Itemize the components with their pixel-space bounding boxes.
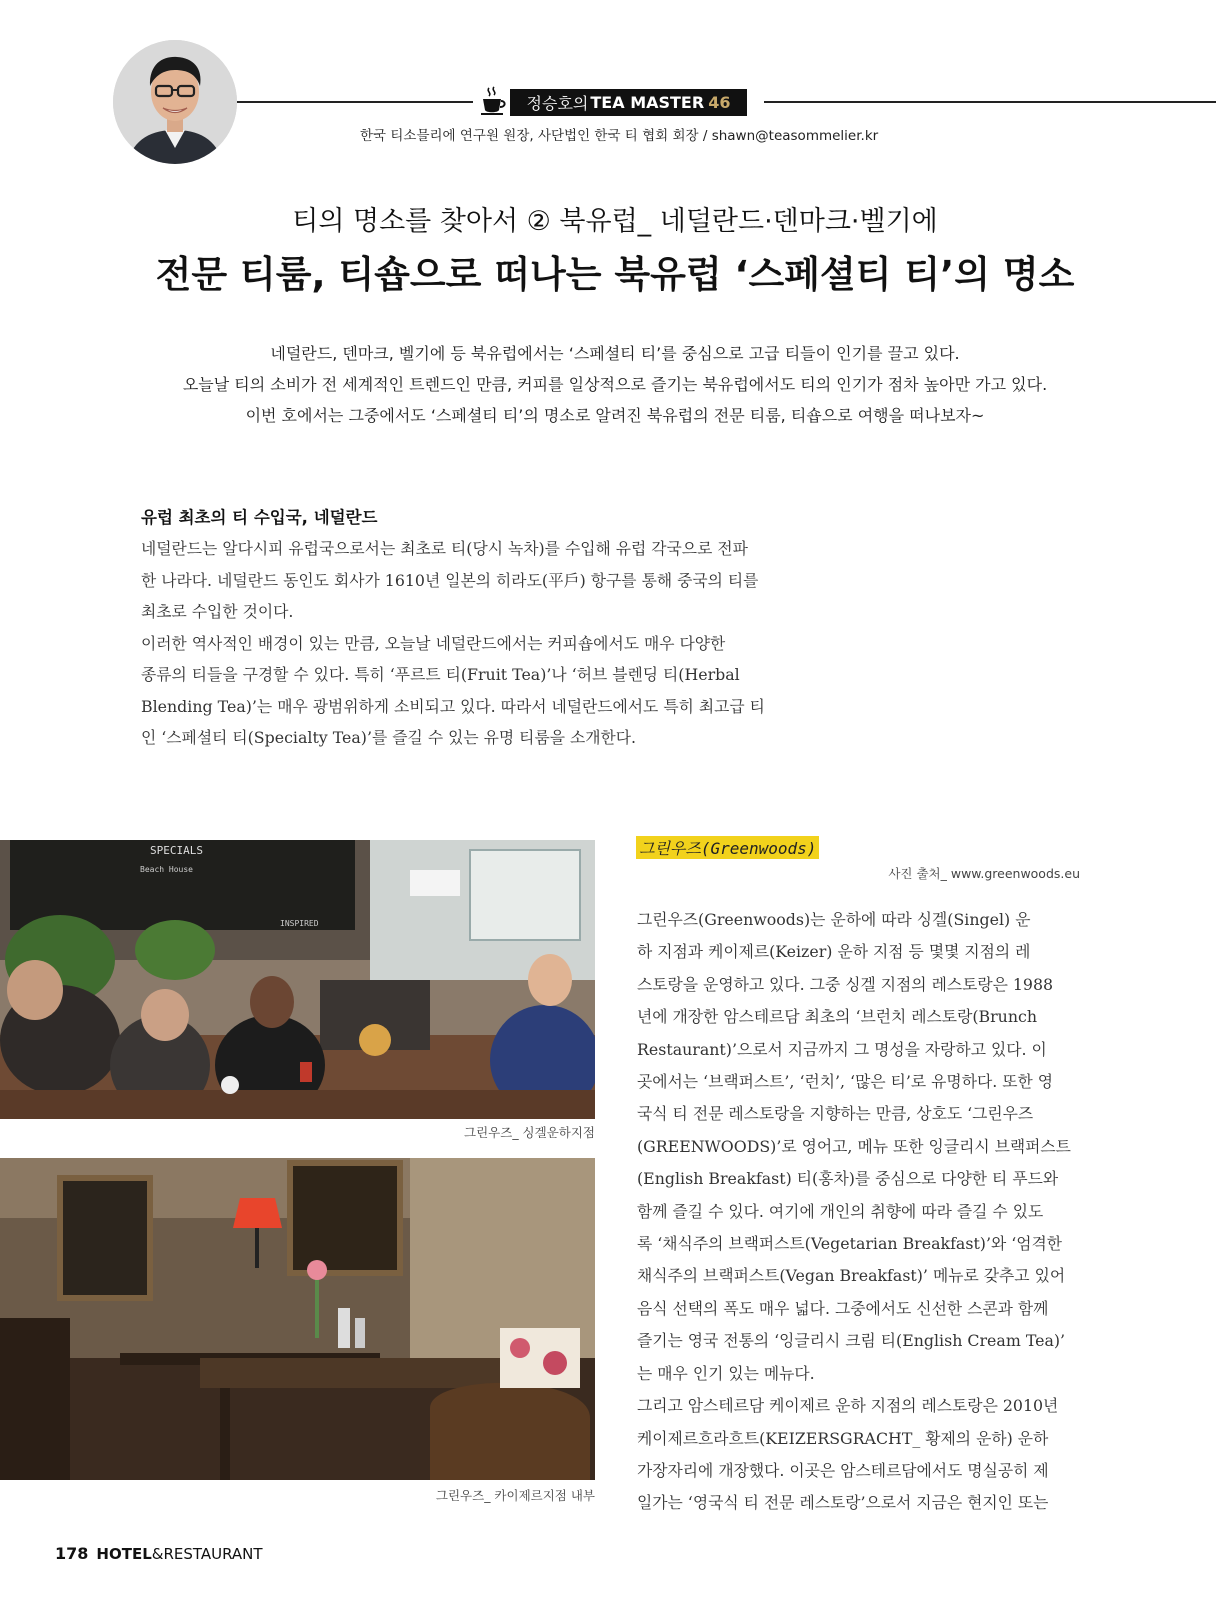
body-line: 그리고 암스테르담 케이제르 운하 지점의 레스토랑은 2010년: [637, 1396, 1059, 1416]
section-heading: 유럽 최초의 티 수입국, 네덜란드: [141, 508, 378, 527]
body-line: 이러한 역사적인 배경이 있는 만큼, 오늘날 네덜란드에서는 커피숍에서도 매우 다양한: [141, 633, 726, 653]
header-rule-left: [237, 101, 473, 103]
body-line: 즐기는 영국 전통의 ‘잉글리시 크림 티(English Cream Tea)’: [637, 1331, 1066, 1351]
body-line: 최초로 수입한 것이다.: [141, 602, 294, 621]
lead-line: 네덜란드, 덴마크, 벨기에 등 북유럽에서는 ‘스페셜티 티’를 중심으로 고급 티들이 인기를 끌고 있다.: [270, 344, 960, 363]
article-title: 전문 티룸, 티숍으로 떠나는 북유럽 ‘스페셜티 티’의 명소: [155, 253, 1075, 296]
column-badge: [510, 89, 747, 116]
body-line: 가장자리에 개장했다. 이곳은 암스테르담에서도 명실공히 제: [637, 1460, 1049, 1480]
author-photo: [113, 40, 237, 164]
body-line: 인 ‘스페셜티 티(Specialty Tea)’를 즐길 수 있는 유명 티룸을 소개한다.: [141, 728, 637, 747]
body-line: 스토랑을 운영하고 있다. 그중 싱겔 지점의 레스토랑은 1988: [637, 974, 1054, 994]
body-line: Restaurant)’으로서 지금까지 그 명성을 자랑하고 있다. 이: [637, 1039, 1047, 1059]
body-line: 곳에서는 ‘브랙퍼스트’, ‘런치’, ‘많은 티’로 유명하다. 또한 영: [637, 1072, 1054, 1092]
article-subtitle: 티의 명소를 찾아서 ② 북유럽_ 네덜란드·덴마크·벨기에: [292, 206, 938, 237]
photo-caption: 그린우즈_ 싱겔운하지점: [464, 1125, 595, 1140]
column-particle: 의: [572, 94, 589, 113]
magazine-name-rest: &RESTAURANT: [151, 1545, 263, 1563]
page-number: 178: [55, 1544, 89, 1563]
menu-board-inspired: INSPIRED: [280, 919, 319, 928]
menu-board-beach-house: Beach House: [140, 865, 193, 874]
body-line: (English Breakfast) 티(홍차)를 중심으로 다양한 티 푸드와: [637, 1169, 1059, 1189]
author-portrait-illustration: [113, 40, 237, 164]
teacup-icon: [480, 86, 506, 116]
body-line: 네덜란드는 알다시피 유럽국으로서는 최초로 티(당시 녹차)를 수입해 유럽 각국으로 전파: [141, 539, 748, 558]
lead-line: 오늘날 티의 소비가 전 세계적인 트렌드인 만큼, 커피를 일상적으로 즐기는 북유럽에서도 티의 인기가 점차 높아만 가고 있다.: [182, 375, 1048, 394]
body-line: 록 ‘채식주의 브랙퍼스트(Vegetarian Breakfast)’와 ‘엄격한: [637, 1234, 1063, 1254]
section-body: [141, 533, 791, 754]
photo-caption: 그린우즈_ 카이제르지점 내부: [435, 1488, 595, 1503]
header-rule-right: [764, 101, 1216, 103]
photo-source: 사진 출처_ www.greenwoods.eu: [888, 866, 1080, 881]
photo-singel-branch: [0, 840, 595, 1119]
lead-line: 이번 호에서는 그중에서도 ‘스페셜티 티’의 명소로 알려진 북유럽의 전문 티룸, 티숍으로 여행을 떠나보자~: [245, 406, 985, 425]
body-line: 국식 티 전문 레스토랑을 지향하는 만큼, 상호도 ‘그린우즈: [637, 1104, 1034, 1124]
photo-keizer-branch: [0, 1158, 595, 1480]
body-line: 케이제르흐라흐트(KEIZERSGRACHT_ 황제의 운하) 운하: [637, 1428, 1049, 1448]
column-number: 46: [708, 93, 731, 112]
body-line: 일가는 ‘영국식 티 전문 레스토랑’으로서 지금은 현지인 또는: [637, 1493, 1049, 1513]
body-line: 그린우즈(Greenwoods)는 운하에 따라 싱겔(Singel) 운: [637, 910, 1031, 929]
column-author: 정승호: [526, 94, 573, 113]
body-line: 종류의 티들을 구경할 수 있다. 특히 ‘푸르트 티(Fruit Tea)’나 ‘허브 블렌딩 티(Herbal: [141, 665, 740, 684]
menu-board-specials: SPECIALS: [150, 844, 203, 857]
body-line: 하 지점과 케이제르(Keizer) 운하 지점 등 몇몇 지점의 레: [637, 942, 1031, 962]
greenwoods-heading: 그린우즈(Greenwoods): [636, 836, 819, 859]
body-line: 한 나라다. 네덜란드 동인도 회사가 1610년 일본의 히라도(平戶) 항구를 통해 중국의 티를: [141, 570, 759, 590]
body-line: (GREENWOODS)’로 영어고, 메뉴 또한 잉글리시 브랙퍼스트: [637, 1136, 1071, 1156]
body-line: 함께 즐길 수 있다. 여기에 개인의 취향에 따라 즐길 수 있도: [637, 1201, 1044, 1221]
column-name: TEA MASTER: [590, 93, 705, 112]
body-line: 채식주의 브랙퍼스트(Vegan Breakfast)’ 메뉴로 갖추고 있어: [637, 1266, 1066, 1286]
page-footer: [55, 1544, 263, 1563]
magazine-name-bold: HOTEL: [96, 1545, 152, 1563]
body-line: 년에 개장한 암스테르담 최초의 ‘브런치 레스토랑(Brunch: [637, 1007, 1038, 1027]
body-line: Blending Tea)’는 매우 광범위하게 소비되고 있다. 따라서 네덜란드에서도 특히 최고급 티: [141, 696, 765, 716]
body-line: 음식 선택의 폭도 매우 넓다. 그중에서도 신선한 스콘과 함께: [637, 1298, 1049, 1318]
article-lead: [100, 338, 1130, 431]
body-line: 는 매우 인기 있는 메뉴다.: [637, 1363, 815, 1383]
author-byline: 한국 티소믈리에 연구원 원장, 사단법인 한국 티 협회 회장 / shawn@teasommelier.kr: [360, 128, 879, 144]
greenwoods-body: [637, 904, 1082, 1520]
